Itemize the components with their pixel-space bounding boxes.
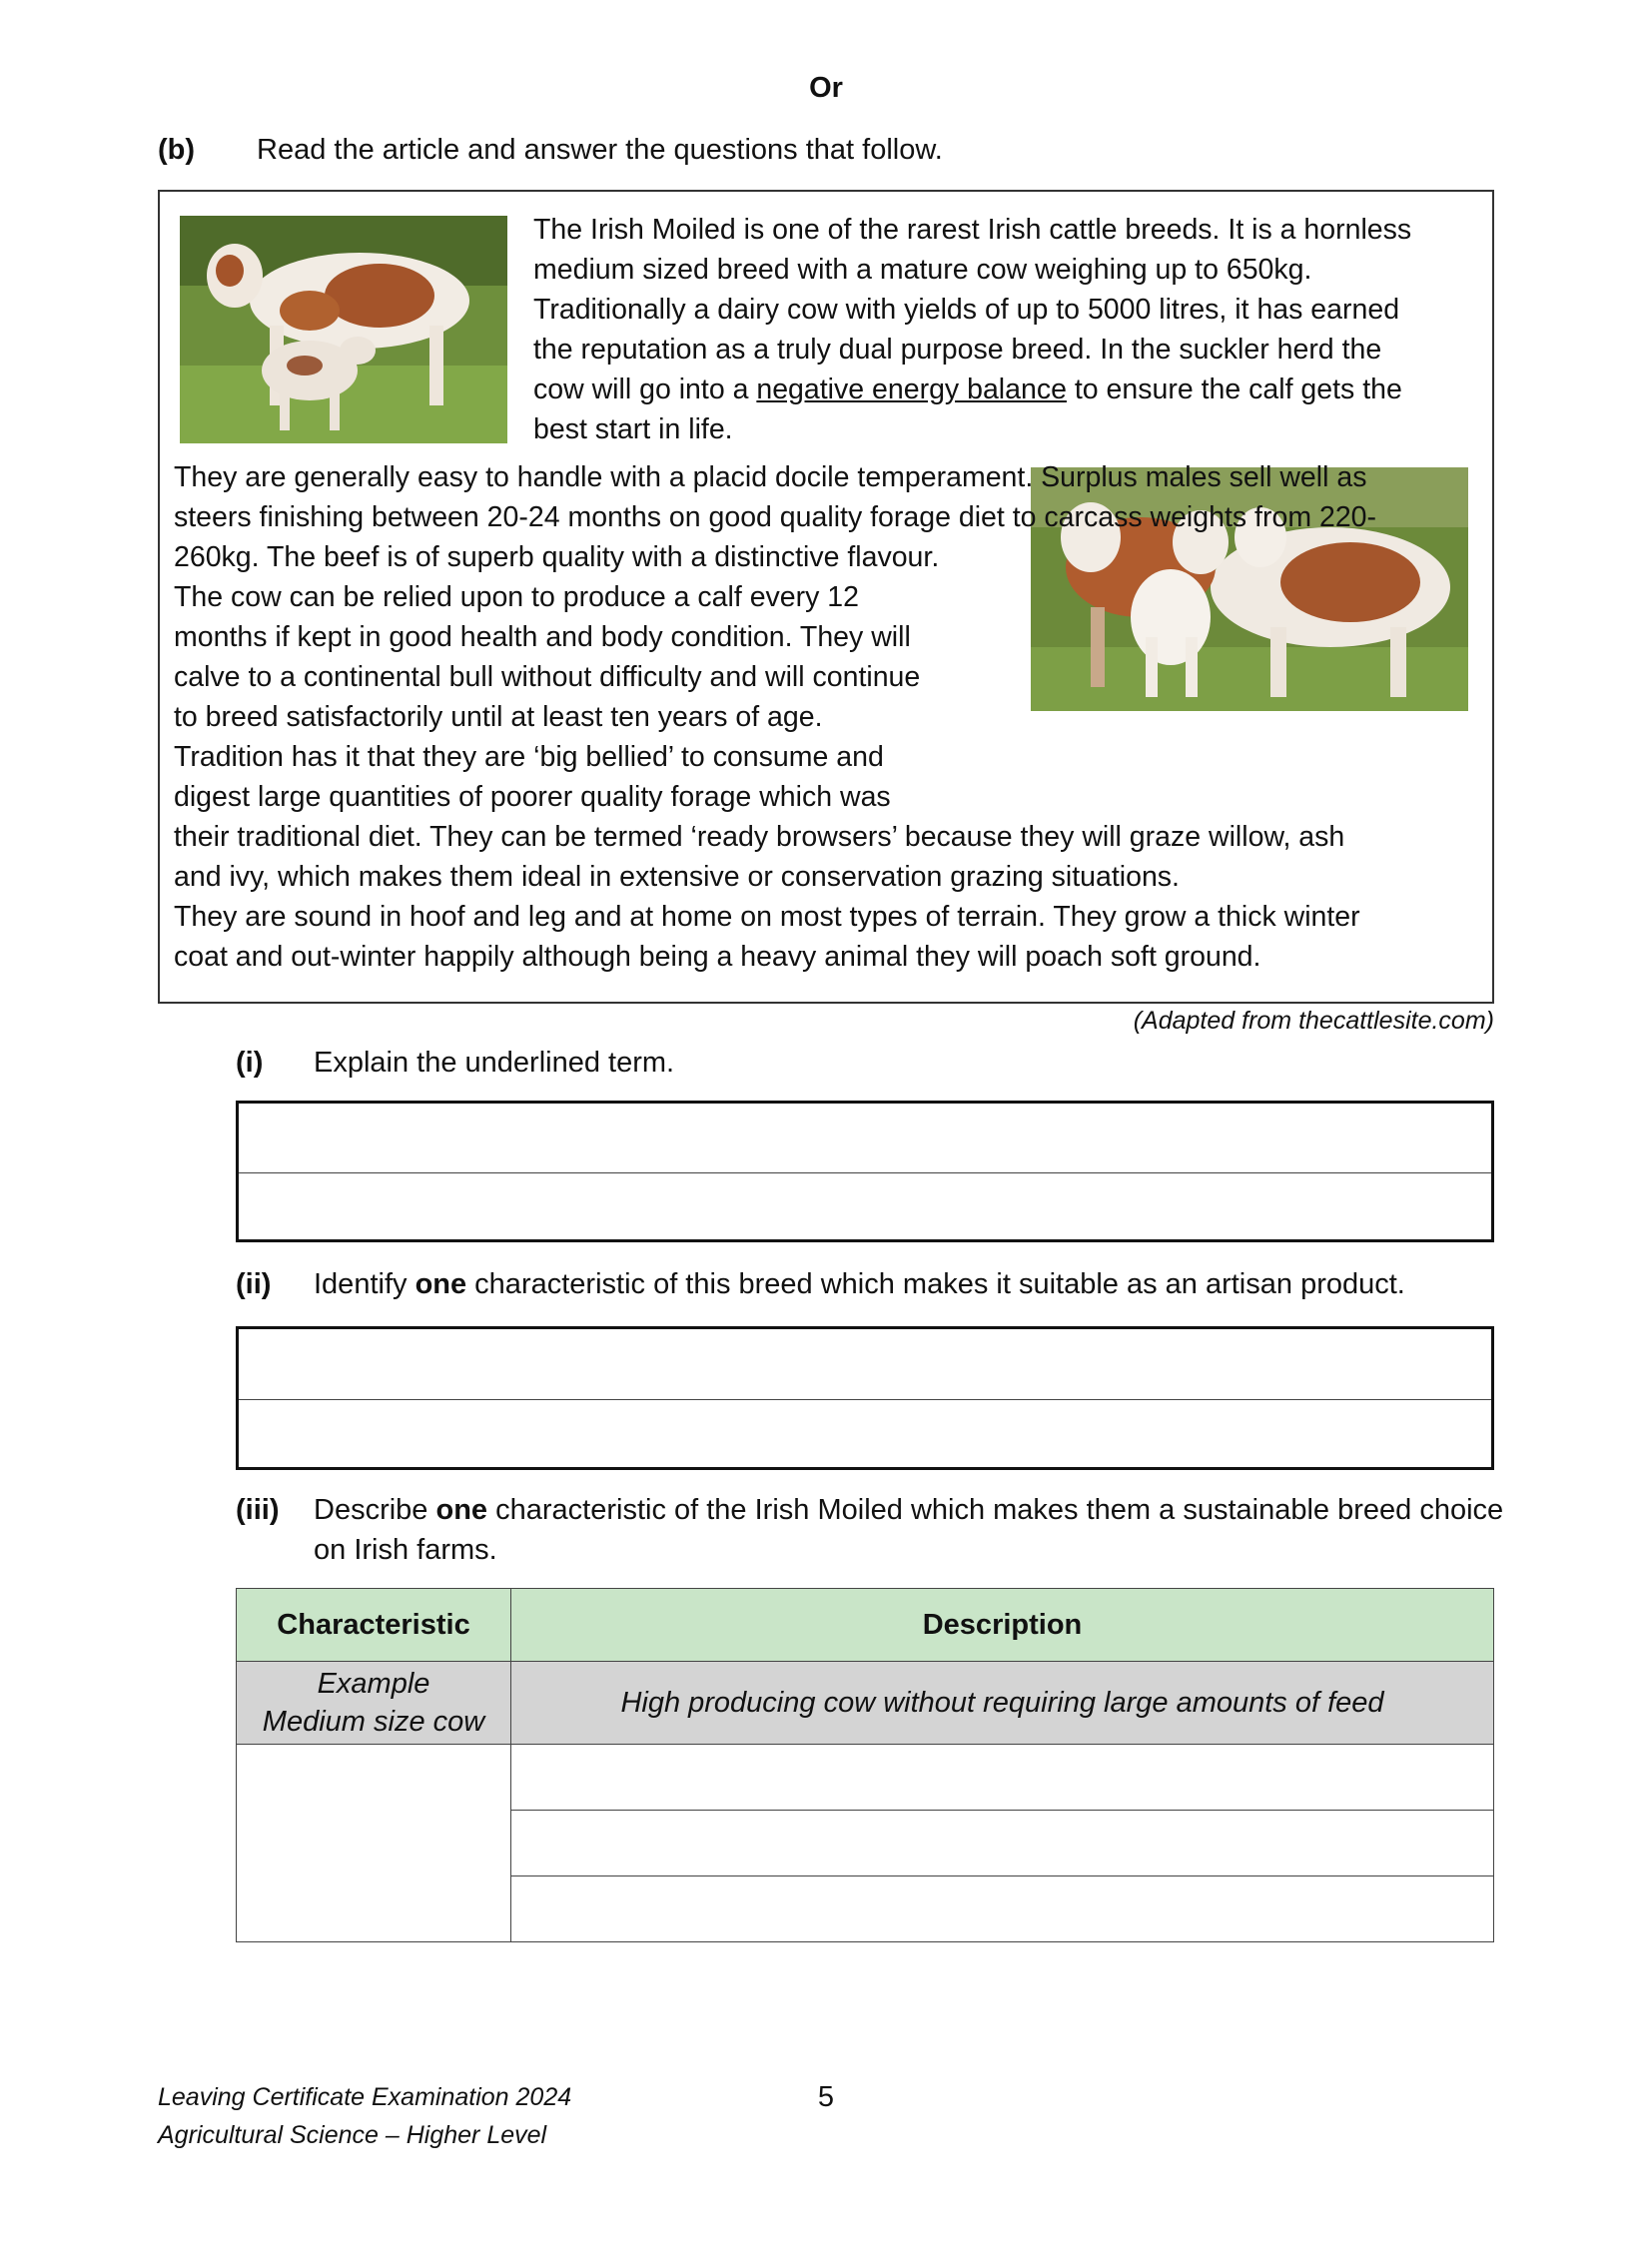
table-header-description: Description: [511, 1589, 1494, 1662]
example-description: High producing cow without requiring large amounts of feed: [511, 1662, 1494, 1745]
question-ii-label: (ii): [236, 1268, 272, 1300]
question-text: characteristic of the Irish Moiled which makes them a sustainable breed choice: [487, 1494, 1504, 1526]
answer-description-line-3[interactable]: [511, 1876, 1494, 1942]
article-line: coat and out-winter happily although being a heavy animal they will poach soft ground.: [174, 941, 1261, 973]
example-label: Example: [317, 1668, 430, 1700]
question-i-text: Explain the underlined term.: [314, 1047, 675, 1079]
article-line: [533, 370, 1402, 409]
article-line: to breed satisfactorily until at least ten years of age.: [174, 701, 823, 733]
answer-box-i: [236, 1101, 1494, 1242]
article-line: The cow can be relied upon to produce a calf every 12: [174, 581, 860, 613]
article-line: They are generally easy to handle with a placid docile temperament. Surplus males sell well as: [174, 461, 1367, 493]
answer-characteristic-cell[interactable]: [237, 1745, 511, 1942]
answer-ii-line-1[interactable]: [239, 1329, 1491, 1397]
question-iii-text: [314, 1494, 1503, 1527]
example-value: Medium size cow: [262, 1706, 485, 1738]
question-ii-text: [314, 1268, 1405, 1301]
answer-description-line-2[interactable]: [511, 1811, 1494, 1876]
article-source: (Adapted from thecattlesite.com): [1133, 1007, 1494, 1035]
article-line: calve to a continental bull without difficulty and will continue: [174, 661, 921, 693]
page-number: 5: [817, 2081, 835, 2113]
cow-and-calf-photo: [180, 216, 507, 443]
question-text: characteristic of this breed which makes it suitable as an artisan product.: [466, 1268, 1405, 1300]
article-line: Traditionally a dairy cow with yields of up to 5000 litres, it has earned: [533, 294, 1400, 326]
article-line: medium sized breed with a mature cow weighing up to 650kg.: [533, 254, 1312, 286]
question-text: Identify: [314, 1268, 415, 1300]
underlined-term: negative energy balance: [756, 374, 1067, 405]
question-emphasis: one: [435, 1494, 488, 1526]
question-iii-label: (iii): [236, 1494, 280, 1526]
answer-i-line-1[interactable]: [239, 1104, 1491, 1171]
article-line: their traditional diet. They can be termed ‘ready browsers’ because they will graze willow, ash: [174, 821, 1345, 853]
article-line: Tradition has it that they are ‘big bellied’ to consume and: [174, 741, 884, 773]
answer-description-line-1[interactable]: [511, 1745, 1494, 1811]
article-line: 260kg. The beef is of superb quality with a distinctive flavour.: [174, 541, 940, 573]
article-line: the reputation as a truly dual purpose breed. In the suckler herd the: [533, 334, 1382, 366]
footer-subject: Agricultural Science – Higher Level: [158, 2121, 547, 2149]
article-line: They are sound in hoof and leg and at home on most types of terrain. They grow a thick winter: [174, 901, 1360, 933]
question-iii-text-line-2: on Irish farms.: [314, 1534, 497, 1566]
article-box: [158, 190, 1494, 1004]
article-text: cow will go into a: [533, 374, 757, 405]
answer-table-iii: [236, 1588, 1494, 1942]
article-line: months if kept in good health and body condition. They will: [174, 621, 911, 653]
part-b-intro: Read the article and answer the questions that follow.: [257, 134, 943, 166]
article-text: to ensure the calf gets the: [1066, 374, 1402, 405]
example-characteristic: [237, 1662, 511, 1745]
article-line: steers finishing between 20-24 months on good quality forage diet to carcass weights from 220-: [174, 501, 1377, 533]
question-emphasis: one: [414, 1268, 467, 1300]
or-heading: Or: [809, 72, 843, 104]
article-line: best start in life.: [533, 413, 733, 445]
article-line: The Irish Moiled is one of the rarest Irish cattle breeds. It is a hornless: [533, 214, 1412, 246]
answer-ii-line-2[interactable]: [239, 1400, 1491, 1467]
footer-exam-title: Leaving Certificate Examination 2024: [158, 2083, 572, 2111]
part-b-label: (b): [158, 134, 196, 166]
question-text: Describe: [314, 1494, 436, 1526]
article-line: and ivy, which makes them ideal in extensive or conservation grazing situations.: [174, 861, 1180, 893]
answer-box-ii: [236, 1326, 1494, 1470]
article-line: digest large quantities of poorer quality forage which was: [174, 781, 891, 813]
question-i-label: (i): [236, 1047, 264, 1079]
answer-i-line-2[interactable]: [239, 1173, 1491, 1239]
table-header-characteristic: Characteristic: [237, 1589, 511, 1662]
